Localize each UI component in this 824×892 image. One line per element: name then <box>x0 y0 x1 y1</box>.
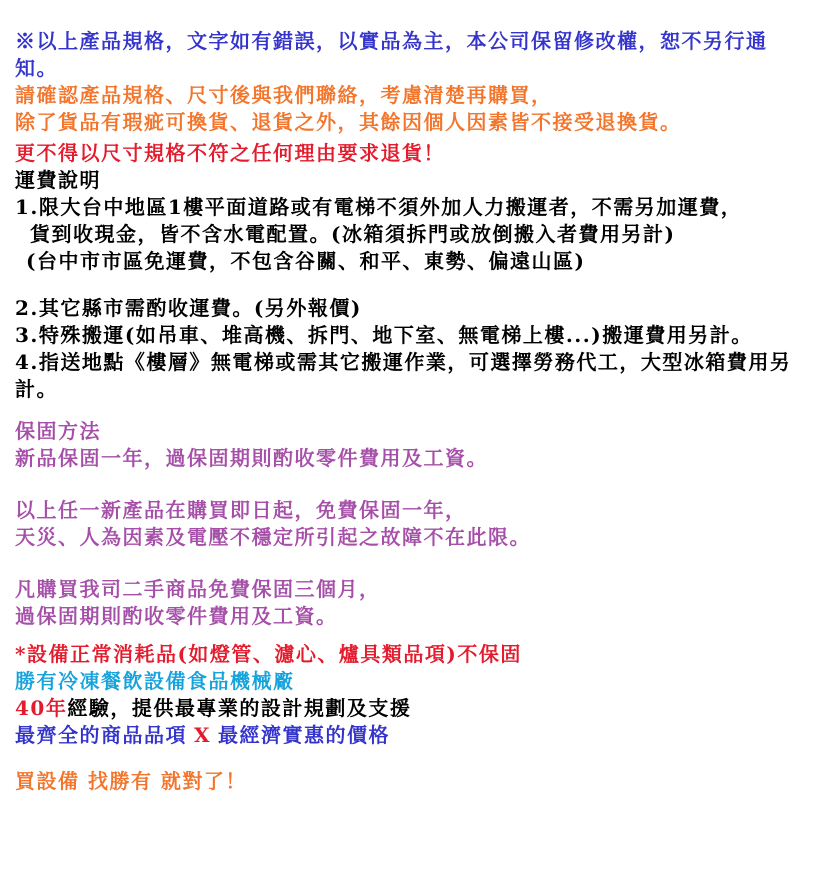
experience-rest-text: 經驗，提供最專業的設計規劃及支援 <box>67 696 412 720</box>
experience-years-highlight: 40年 <box>15 696 68 720</box>
warranty-line-3: 天災、人為因素及電壓不穩定所引起之故障不在此限。 <box>15 525 531 549</box>
purchase-note-line-1: 請確認產品規格、尺寸後與我們聯絡，考慮清楚再購買， <box>15 83 553 107</box>
warranty-line-4: 凡購買我司二手商品免費保固三個月， <box>15 577 381 601</box>
shipping-items-2-4 <box>15 295 810 403</box>
shipping-item-4: 4.指送地點《樓層》無電梯或需其它搬運作業，可選擇勞務代工，大型冰箱費用另計。 <box>15 350 792 401</box>
shipping-item-3: 3.特殊搬運(如吊車、堆高機、拆門、地下室、無電梯上樓...)搬運費用另計。 <box>15 323 753 347</box>
purchase-note-line-2: 除了貨品有瑕疵可換貨、退貨之外，其餘因個人因素皆不接受退換貨。 <box>15 110 682 134</box>
slogan-text: 買設備 找勝有 就對了！ <box>15 769 247 793</box>
selection-left-text: 最齊全的商品品項 <box>15 723 187 747</box>
warranty-secondhand-section <box>15 576 810 630</box>
shipping-item-1-line-3: (台中市市區免運費，不包含谷關、和平、東勢、偏遠山區) <box>26 249 586 273</box>
warranty-line-2: 以上任一新產品在購買即日起，免費保固一年， <box>15 498 467 522</box>
warranty-line-1: 新品保固一年，過保固期則酌收零件費用及工資。 <box>15 446 488 470</box>
warranty-method-section <box>15 418 810 472</box>
shipping-item-1-line-1: 1.限大台中地區1樓平面道路或有電梯不須外加人力搬運者，不需另加運費， <box>15 195 743 219</box>
warranty-new-product-section <box>15 497 810 551</box>
selection-right-text: 最經濟實惠的價格 <box>218 723 391 747</box>
shipping-item-2: 2.其它縣市需酌收運費。(另外報價) <box>15 296 362 320</box>
experience-line <box>15 695 810 722</box>
shipping-title: 運費說明 <box>15 168 101 192</box>
warranty-line-5: 過保固期則酌收零件費用及工資。 <box>15 604 338 628</box>
company-pitch-section <box>15 695 810 749</box>
consumables-note-text: *設備正常消耗品(如燈管、濾心、爐具類品項)不保固 <box>15 642 522 666</box>
shipping-section <box>15 167 810 275</box>
shipping-item-1-line-2: 貨到收現金，皆不含水電配置。(冰箱須拆門或放倒搬入者費用另計) <box>30 222 676 246</box>
company-name-text: 勝有冷凍餐飲設備食品機械廠 <box>15 669 295 693</box>
spec-disclaimer-text: ※以上產品規格，文字如有錯誤，以實品為主，本公司保留修改權，恕不另行通知。 <box>15 29 768 80</box>
selection-x-separator: X <box>194 723 212 747</box>
warranty-title: 保固方法 <box>15 419 101 443</box>
purchase-notes-section <box>15 82 810 136</box>
selection-line <box>15 722 810 749</box>
return-warning-text: 更不得以尺寸規格不符之任何理由要求退貨！ <box>15 141 445 165</box>
